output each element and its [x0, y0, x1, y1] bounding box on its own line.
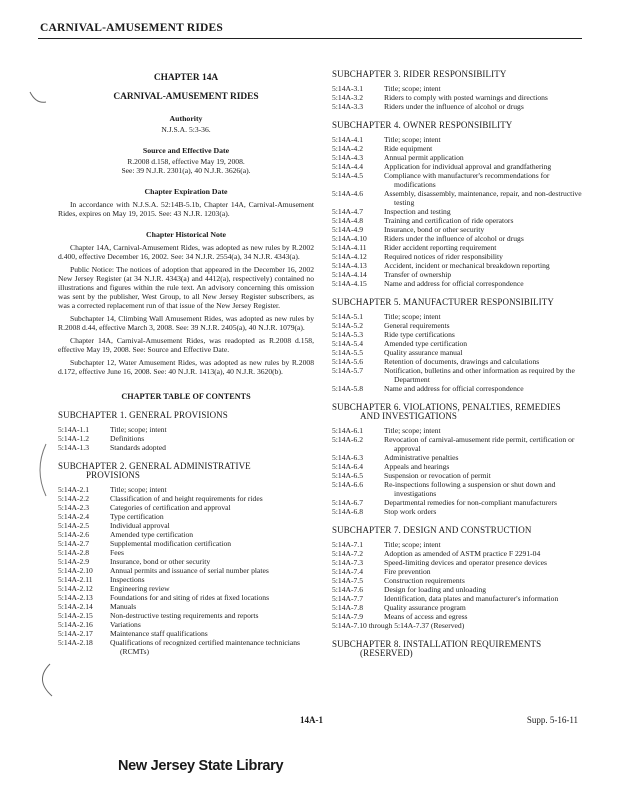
- section-title: Re-inspections following a suspension or shut down and investigations: [384, 480, 556, 498]
- section-entry: [332, 453, 586, 462]
- section-number: 5:14A-2.11: [58, 575, 93, 584]
- section-number: 5:14A-7.5: [332, 576, 364, 585]
- margin-mark: [30, 440, 50, 500]
- section-entry: [332, 471, 586, 480]
- subchapter-4-list: [332, 135, 586, 288]
- library-stamp: New Jersey State Library: [118, 758, 284, 774]
- section-number: 5:14A-7.1: [332, 540, 364, 549]
- section-number: 5:14A-5.5: [332, 348, 364, 357]
- section-entry: [332, 480, 586, 498]
- section-title: Name and address for official correspondence: [384, 384, 524, 393]
- section-number: 5:14A-6.3: [332, 453, 364, 462]
- section-number: 5:14A-4.3: [332, 153, 364, 162]
- section-number: 5:14A-2.12: [58, 584, 93, 593]
- subchapter-6-title-line: SUBCHAPTER 6. VIOLATIONS, PENALTIES, REMEDIES: [332, 402, 561, 412]
- section-entry: [58, 620, 314, 629]
- section-number: 5:14A-6.2: [332, 435, 364, 444]
- section-entry: [332, 312, 586, 321]
- section-title: Title; scope; intent: [384, 312, 441, 321]
- section-title: Riders under the influence of alcohol or drugs: [384, 102, 524, 111]
- section-title: Compliance with manufacturer's recommendations for modifications: [384, 171, 550, 189]
- section-entry: [332, 366, 586, 384]
- section-number: 5:14A-6.5: [332, 471, 364, 480]
- section-entry: [332, 207, 586, 216]
- section-title: Qualifications of recognized certified maintenance technicians (RCMTs): [110, 638, 300, 656]
- section-entry: [332, 462, 586, 471]
- margin-mark: [28, 90, 50, 108]
- section-entry: [332, 270, 586, 279]
- section-title: Title; scope; intent: [384, 84, 441, 93]
- section-number: 5:14A-2.7: [58, 539, 90, 548]
- section-number: 5:14A-2.3: [58, 503, 90, 512]
- section-title: Variations: [110, 620, 141, 629]
- section-title: Title; scope; intent: [110, 485, 167, 494]
- section-title: Transfer of ownership: [384, 270, 452, 279]
- subchapter-7-reserved: 5:14A-7.10 through 5:14A-7.37 (Reserved): [332, 621, 465, 630]
- section-title: Insurance, bond or other security: [110, 557, 211, 566]
- section-title: Supplemental modification certification: [110, 539, 232, 548]
- section-entry: [332, 558, 586, 567]
- section-title: Rider accident reporting requirement: [384, 243, 497, 252]
- section-title: Ride type certifications: [384, 330, 455, 339]
- section-number: 5:14A-1.2: [58, 434, 90, 443]
- section-title: Type certification: [110, 512, 164, 521]
- section-entry: [58, 503, 314, 512]
- supplement-date: Supp. 5-16-11: [526, 715, 578, 725]
- section-number: 5:14A-4.8: [332, 216, 364, 225]
- header-rule: [38, 38, 582, 39]
- section-title: Revocation of carnival-amusement ride permit, certification or approval: [384, 435, 575, 453]
- section-number: 5:14A-4.6: [332, 189, 364, 198]
- section-number: 5:14A-2.17: [58, 629, 93, 638]
- section-title: Inspections: [110, 575, 145, 584]
- section-entry: [58, 548, 314, 557]
- section-entry: [58, 629, 314, 638]
- expiration-text: In accordance with N.J.S.A. 52:14B-5.1b, Chapter 14A, Carnival-Amusement Rides, expires on May 19, 2015. See: 43 N.J.R. 1203(a).: [58, 200, 314, 218]
- section-number: 5:14A-4.5: [332, 171, 364, 180]
- authority-heading: Authority: [169, 114, 203, 123]
- section-number: 5:14A-5.8: [332, 384, 364, 393]
- subchapter-7-list: [332, 540, 586, 621]
- section-title: Amended type certification: [384, 339, 468, 348]
- section-number: 5:14A-4.1: [332, 135, 364, 144]
- section-number: 5:14A-5.7: [332, 366, 364, 375]
- section-title: Administrative penalties: [384, 453, 459, 462]
- section-number: 5:14A-7.3: [332, 558, 364, 567]
- section-entry: [332, 162, 586, 171]
- section-entry: [332, 135, 586, 144]
- section-title: Standards adopted: [110, 443, 166, 452]
- section-entry: [332, 594, 586, 603]
- section-entry: [332, 102, 586, 111]
- section-number: 5:14A-7.7: [332, 594, 364, 603]
- section-number: 5:14A-2.15: [58, 611, 93, 620]
- section-title: Stop work orders: [384, 507, 437, 516]
- section-title: Manuals: [110, 602, 137, 611]
- section-title: Insurance, bond or other security: [384, 225, 485, 234]
- section-entry: [332, 426, 586, 435]
- section-title: Definitions: [110, 434, 145, 443]
- section-title: Amended type certification: [110, 530, 194, 539]
- section-number: 5:14A-5.1: [332, 312, 364, 321]
- right-column: [332, 70, 586, 663]
- section-title: Means of access and egress: [384, 612, 468, 621]
- section-number: 5:14A-2.4: [58, 512, 90, 521]
- section-entry: [58, 575, 314, 584]
- section-entry: [58, 494, 314, 503]
- section-title: Fees: [110, 548, 124, 557]
- section-number: 5:14A-5.3: [332, 330, 364, 339]
- section-title: Notification, bulletins and other information as required by the Department: [384, 366, 575, 384]
- running-head: CARNIVAL-AMUSEMENT RIDES: [40, 22, 223, 34]
- section-title: Maintenance staff qualifications: [110, 629, 208, 638]
- section-title: General requirements: [384, 321, 450, 330]
- section-entry: [58, 566, 314, 575]
- subchapter-5-title: SUBCHAPTER 5. MANUFACTURER RESPONSIBILITY: [332, 297, 554, 307]
- section-number: 5:14A-1.3: [58, 443, 90, 452]
- section-entry: [332, 348, 586, 357]
- section-number: 5:14A-2.8: [58, 548, 90, 557]
- section-title: Title; scope; intent: [384, 540, 441, 549]
- section-entry: [58, 434, 314, 443]
- section-title: Title; scope; intent: [384, 135, 441, 144]
- section-number: 5:14A-2.14: [58, 602, 93, 611]
- section-entry: [58, 530, 314, 539]
- section-number: 5:14A-2.5: [58, 521, 90, 530]
- section-title: Riders to comply with posted warnings and directions: [384, 93, 548, 102]
- subchapter-1-title: SUBCHAPTER 1. GENERAL PROVISIONS: [58, 410, 228, 420]
- section-number: 5:14A-5.4: [332, 339, 364, 348]
- chapter-number: CHAPTER 14A: [153, 73, 219, 83]
- section-title: Inspection and testing: [384, 207, 451, 216]
- section-entry: [332, 612, 586, 621]
- section-title: Quality assurance manual: [384, 348, 463, 357]
- section-entry: [332, 243, 586, 252]
- section-number: 5:14A-6.6: [332, 480, 364, 489]
- section-entry: [332, 498, 586, 507]
- section-title: Ride equipment: [384, 144, 433, 153]
- section-number: 5:14A-2.13: [58, 593, 93, 602]
- source-heading: Source and Effective Date: [142, 146, 230, 155]
- section-entry: [332, 93, 586, 102]
- section-title: Title; scope; intent: [110, 425, 167, 434]
- section-entry: [58, 512, 314, 521]
- subchapter-6-list: [332, 426, 586, 516]
- left-column: [58, 70, 314, 656]
- section-entry: [332, 435, 586, 453]
- section-entry: [332, 585, 586, 594]
- section-entry: [332, 279, 586, 288]
- subchapter-3-title: SUBCHAPTER 3. RIDER RESPONSIBILITY: [332, 69, 507, 79]
- subchapter-4-title: SUBCHAPTER 4. OWNER RESPONSIBILITY: [332, 120, 513, 130]
- section-number: 5:14A-6.4: [332, 462, 364, 471]
- section-number: 5:14A-4.13: [332, 261, 367, 270]
- section-entry: [332, 153, 586, 162]
- section-title: Adoption as amended of ASTM practice F 2291-04: [384, 549, 541, 558]
- section-title: Categories of certification and approval: [110, 503, 231, 512]
- section-number: 5:14A-2.6: [58, 530, 90, 539]
- subchapter-7-title: SUBCHAPTER 7. DESIGN AND CONSTRUCTION: [332, 525, 532, 535]
- chapter-title: CARNIVAL-AMUSEMENT RIDES: [113, 92, 259, 102]
- section-entry: [332, 234, 586, 243]
- section-entry: [332, 540, 586, 549]
- section-number: 5:14A-4.12: [332, 252, 367, 261]
- section-number: 5:14A-2.16: [58, 620, 93, 629]
- section-number: 5:14A-7.4: [332, 567, 364, 576]
- section-number: 5:14A-6.7: [332, 498, 364, 507]
- section-number: 5:14A-7.8: [332, 603, 364, 612]
- section-entry: [332, 384, 586, 393]
- section-number: 5:14A-2.2: [58, 494, 90, 503]
- section-title: Annual permit application: [384, 153, 464, 162]
- section-number: 5:14A-2.10: [58, 566, 93, 575]
- section-title: Identification, data plates and manufacturer's information: [384, 594, 559, 603]
- subchapter-6-title-cont: AND INVESTIGATIONS: [360, 411, 458, 421]
- section-number: 5:14A-4.15: [332, 279, 367, 288]
- source-see: See: 39 N.J.R. 2301(a), 40 N.J.R. 3626(a).: [121, 166, 251, 175]
- history-paragraph: Chapter 14A, Carnival-Amusement Rides, was adopted as new rules by R.2002 d.400, effective December 16, 2002. See: 34 N.J.R. 2554(a), 34 N.J.R. 4343(a).: [58, 243, 314, 261]
- section-number: 5:14A-6.8: [332, 507, 364, 516]
- section-number: 5:14A-5.2: [332, 321, 364, 330]
- section-number: 5:14A-4.10: [332, 234, 367, 243]
- section-number: 5:14A-7.9: [332, 612, 364, 621]
- history-heading: Chapter Historical Note: [146, 230, 226, 239]
- authority-text: N.J.S.A. 5:3-36.: [161, 125, 211, 134]
- section-number: 5:14A-7.6: [332, 585, 364, 594]
- section-entry: [332, 216, 586, 225]
- section-number: 5:14A-5.6: [332, 357, 364, 366]
- section-number: 5:14A-3.3: [332, 102, 364, 111]
- section-title: Retention of documents, drawings and calculations: [384, 357, 540, 366]
- section-title: Individual approval: [110, 521, 170, 530]
- history-paragraph: Subchapter 12, Water Amusement Rides, was adopted as new rules by R.2008 d.172, effective June 16, 2008. See: 40 N.J.R. 1413(a), 40 N.J.R. 3620(b).: [58, 358, 314, 376]
- section-entry: [332, 189, 586, 207]
- section-number: 5:14A-4.9: [332, 225, 364, 234]
- section-number: 5:14A-4.11: [332, 243, 367, 252]
- section-title: Speed-limiting devices and operator presence devices: [384, 558, 547, 567]
- section-title: Non-destructive testing requirements and reports: [110, 611, 259, 620]
- section-number: 5:14A-1.1: [58, 425, 90, 434]
- section-title: Quality assurance program: [384, 603, 466, 612]
- section-title: Construction requirements: [384, 576, 465, 585]
- section-title: Engineering review: [110, 584, 170, 593]
- source-text: R.2008 d.158, effective May 19, 2008.: [127, 157, 245, 166]
- section-entry: [58, 557, 314, 566]
- subchapter-2-title: [58, 462, 314, 480]
- section-number: 5:14A-4.14: [332, 270, 367, 279]
- section-number: 5:14A-3.1: [332, 84, 364, 93]
- subchapter-8-title-line: SUBCHAPTER 8. INSTALLATION REQUIREMENTS: [332, 639, 542, 649]
- section-title: Appeals and hearings: [384, 462, 450, 471]
- section-number: 5:14A-4.4: [332, 162, 364, 171]
- section-number: 5:14A-2.9: [58, 557, 90, 566]
- section-entry: [332, 549, 586, 558]
- subchapter-2-title-line: SUBCHAPTER 2. GENERAL ADMINISTRATIVE: [58, 461, 251, 471]
- section-entry: [332, 144, 586, 153]
- section-entry: [332, 567, 586, 576]
- section-number: 5:14A-4.7: [332, 207, 364, 216]
- section-entry: [332, 507, 586, 516]
- section-entry: [58, 638, 314, 656]
- subchapter-2-title-cont: PROVISIONS: [86, 470, 141, 480]
- section-title: Fire prevention: [384, 567, 431, 576]
- section-entry: [58, 602, 314, 611]
- subchapter-5-list: [332, 312, 586, 393]
- subchapter-6-title: [332, 403, 586, 421]
- section-number: 5:14A-2.1: [58, 485, 90, 494]
- section-number: 5:14A-6.1: [332, 426, 364, 435]
- section-title: Departmental remedies for non-compliant manufacturers: [384, 498, 557, 507]
- expiration-heading: Chapter Expiration Date: [144, 187, 228, 196]
- section-entry: [332, 171, 586, 189]
- subchapter-1-list: [58, 425, 314, 452]
- history-paragraph: Public Notice: The notices of adoption that appeared in the December 16, 2002 New Jersey Register (at 34 N.J.R. 4343(a) and 4412(a), respectively) contained no illustrations and figures within the rule text. An advisory concerning this omission was sent by the publisher, West Group, to all New Jersey Register subscribers, as was a corrected replacement run of that issue of the New Jersey Register.: [58, 265, 314, 310]
- section-title: Foundations for and siting of rides at fixed locations: [110, 593, 270, 602]
- history-paragraph: Subchapter 14, Climbing Wall Amusement Rides, was adopted as new rules by R.2008 d.44, effective March 3, 2008. See: 39 N.J.R. 2405(a), 40 N.J.R. 1079(a).: [58, 314, 314, 332]
- section-entry: [332, 603, 586, 612]
- section-title: Riders under the influence of alcohol or drugs: [384, 234, 524, 243]
- subchapter-8-title: [332, 640, 586, 658]
- section-title: Annual permits and issuance of serial number plates: [110, 566, 269, 575]
- section-title: Assembly, disassembly, maintenance, repair, and non-destructive testing: [384, 189, 582, 207]
- margin-mark: [32, 660, 56, 700]
- section-entry: [58, 611, 314, 620]
- section-entry: [58, 521, 314, 530]
- section-entry: [332, 357, 586, 366]
- section-entry: [332, 576, 586, 585]
- section-entry: [332, 225, 586, 234]
- subchapter-2-list: [58, 485, 314, 656]
- section-title: Design for loading and unloading: [384, 585, 487, 594]
- section-number: 5:14A-7.2: [332, 549, 364, 558]
- section-entry: [58, 443, 314, 452]
- subchapter-3-list: [332, 84, 586, 111]
- history-paragraph: Chapter 14A, Carnival-Amusement Rides, was readopted as R.2008 d.158, effective May 19, 2008. See: Source and Effective Date.: [58, 336, 314, 354]
- section-title: Application for individual approval and grandfathering: [384, 162, 552, 171]
- section-entry: [58, 425, 314, 434]
- section-title: Suspension or revocation of permit: [384, 471, 491, 480]
- section-title: Accident, incident or mechanical breakdown reporting: [384, 261, 550, 270]
- section-title: Classification of and height requirements for rides: [110, 494, 263, 503]
- section-number: 5:14A-3.2: [332, 93, 364, 102]
- toc-heading: CHAPTER TABLE OF CONTENTS: [121, 392, 251, 401]
- section-entry: [332, 261, 586, 270]
- page-number: 14A-1: [300, 715, 323, 725]
- section-entry: [58, 593, 314, 602]
- section-number: 5:14A-4.2: [332, 144, 364, 153]
- section-entry: [332, 252, 586, 261]
- section-entry: [58, 584, 314, 593]
- section-entry: [58, 485, 314, 494]
- section-entry: [332, 339, 586, 348]
- section-entry: [332, 321, 586, 330]
- section-number: 5:14A-2.18: [58, 638, 93, 647]
- section-title: Title; scope; intent: [384, 426, 441, 435]
- section-title: Required notices of rider responsibility: [384, 252, 503, 261]
- subchapter-8-title-cont: (RESERVED): [360, 648, 413, 658]
- section-entry: [332, 330, 586, 339]
- section-title: Name and address for official correspondence: [384, 279, 524, 288]
- section-title: Training and certification of ride operators: [384, 216, 514, 225]
- section-entry: [332, 84, 586, 93]
- section-entry: [58, 539, 314, 548]
